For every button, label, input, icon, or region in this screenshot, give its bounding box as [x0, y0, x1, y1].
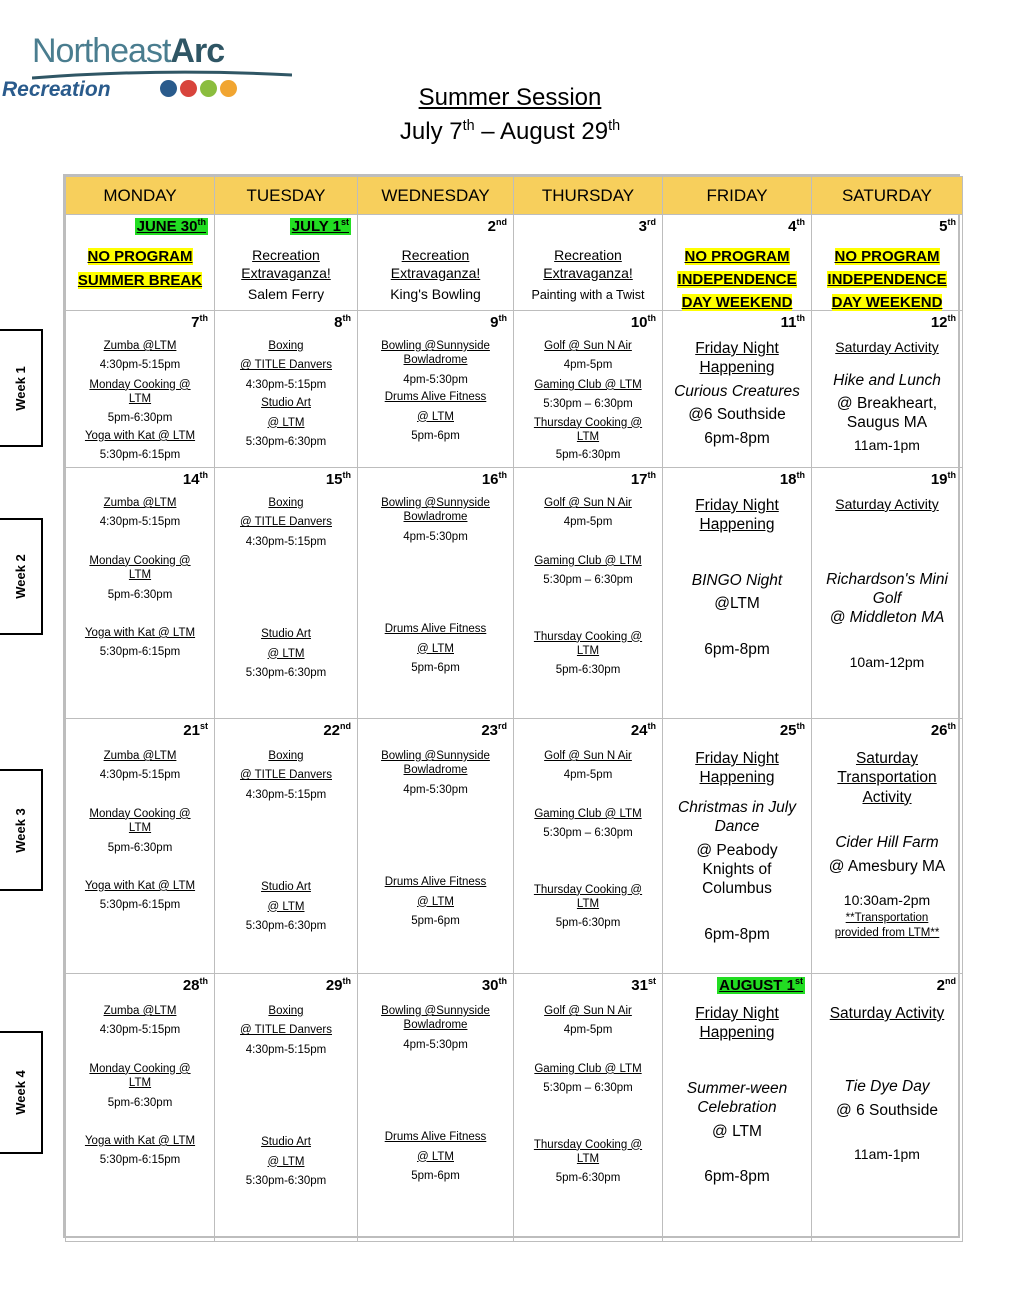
day-cell	[66, 974, 215, 1242]
day-number: 11th	[780, 313, 805, 331]
day-number: 21st	[183, 721, 208, 739]
event-time: 5pm-6pm	[411, 1169, 460, 1182]
day-cell	[812, 974, 963, 1242]
day-cell	[358, 215, 514, 311]
event-location: LTM	[576, 644, 600, 657]
day-cell	[812, 311, 963, 468]
event-title: Monday Cooking @	[89, 378, 191, 391]
transport-note: **Transportation	[845, 912, 929, 925]
event-title: Saturday Activity	[835, 339, 939, 355]
event-location: King's Bowling	[390, 286, 481, 302]
event-title: Studio Art	[261, 628, 311, 641]
event-title: LTM	[128, 569, 152, 582]
calendar	[63, 174, 960, 1238]
event-location: @ Amesbury MA	[828, 857, 946, 875]
day-number: 22nd	[323, 721, 351, 739]
day-number: 9th	[490, 313, 507, 331]
event-title: LTM	[128, 822, 152, 835]
day-cell	[215, 468, 358, 719]
day-cell	[514, 215, 663, 311]
event-time: 5:30pm-6:15pm	[99, 1154, 181, 1167]
event-description: Summer-ween	[686, 1079, 788, 1097]
date-range: July 7th – August 29th	[399, 118, 621, 145]
event-location: LTM	[576, 897, 600, 910]
event-time: 5:30pm-6:30pm	[245, 919, 327, 932]
event-location: Bowladrome	[403, 511, 468, 524]
event-time: 11am-1pm	[854, 1146, 920, 1163]
event-location: @ LTM	[416, 895, 454, 908]
event-title: Drums Alive Fitness	[384, 391, 487, 404]
event-title: Monday Cooking @	[89, 554, 191, 567]
day-cell	[66, 215, 215, 311]
day-cell	[358, 719, 514, 974]
event-location: @LTM	[714, 595, 760, 613]
event-time: 4pm-5pm	[563, 516, 613, 529]
day-cell	[663, 468, 812, 719]
day-number: 7th	[191, 313, 208, 331]
event-description: Hike and Lunch	[833, 371, 941, 389]
event-location: @ TITLE Danvers	[240, 769, 332, 782]
day-header-thursday: THURSDAY	[514, 177, 663, 215]
day-cell	[215, 719, 358, 974]
event-title: Bowling @Sunnyside	[381, 497, 490, 509]
calendar-header-row	[66, 177, 963, 215]
event-location: LTM	[576, 430, 600, 443]
event-time: 6pm-8pm	[704, 925, 770, 943]
event-title: Friday Night	[695, 497, 779, 514]
day-number: 18th	[779, 470, 805, 488]
event-time: 10am-12pm	[849, 653, 925, 670]
day-cell	[812, 719, 963, 974]
closure-note: DAY WEEKEND	[681, 294, 793, 311]
event-location: @6 Southside	[688, 406, 786, 424]
day-cell	[663, 974, 812, 1242]
event-title: Happening	[699, 359, 775, 377]
day-cell	[514, 719, 663, 974]
event-location: @ LTM	[267, 900, 305, 913]
day-number: 12th	[930, 313, 956, 331]
event-title: Extravaganza!	[390, 264, 481, 281]
event-time: 5pm-6:30pm	[107, 411, 173, 424]
day-cell	[514, 311, 663, 468]
day-number: 29th	[325, 976, 351, 994]
event-time: 6pm-8pm	[704, 429, 770, 447]
day-number: 16th	[481, 470, 507, 488]
event-title: Friday Night	[695, 1005, 779, 1022]
event-description: Richardson's Mini	[826, 570, 948, 588]
event-location: Bowladrome	[403, 1019, 468, 1032]
event-location: @ Breakheart,	[836, 394, 938, 412]
event-time: 11am-1pm	[854, 436, 920, 453]
day-number: 30th	[481, 976, 507, 994]
event-location: @ LTM	[267, 1155, 305, 1168]
event-location: Bowladrome	[403, 354, 468, 367]
day-number: 25th	[779, 721, 805, 739]
day-number: 8th	[334, 313, 351, 331]
event-description: Christmas in July	[678, 798, 796, 816]
day-cell	[663, 215, 812, 311]
day-number: 17th	[630, 470, 656, 488]
logo-wordmark: NortheastArc	[32, 32, 225, 70]
closure-note: DAY WEEKEND	[831, 294, 943, 311]
event-title: Saturday Activity	[835, 496, 939, 512]
event-location: Saugus MA	[846, 414, 928, 432]
closure-note: NO PROGRAM	[684, 248, 790, 265]
logo-recreation-label: Recreation	[2, 78, 111, 101]
event-location: @ TITLE Danvers	[240, 359, 332, 372]
day-cell	[66, 311, 215, 468]
day-number: 4th	[788, 217, 805, 235]
event-title: Thursday Cooking @	[533, 883, 643, 896]
event-time: 4:30pm-5:15pm	[99, 1024, 181, 1037]
event-time: 5pm-6:30pm	[555, 449, 621, 462]
event-location: Knights of	[702, 860, 772, 878]
event-time: 5pm-6:30pm	[555, 664, 621, 677]
event-title: LTM	[128, 393, 152, 406]
event-time: 5pm-6pm	[411, 914, 460, 927]
event-title: Saturday	[855, 750, 919, 767]
event-location: @ TITLE Danvers	[240, 1024, 332, 1037]
event-location: LTM	[576, 1152, 600, 1165]
event-time: 5pm-6pm	[411, 429, 460, 442]
event-title: Saturday Activity	[829, 1005, 945, 1022]
event-title: Drums Alive Fitness	[384, 876, 487, 889]
event-location: @ 6 Southside	[836, 1101, 938, 1119]
event-title: Yoga with Kat @ LTM	[84, 429, 196, 442]
event-time: 4:30pm-5:15pm	[99, 359, 181, 372]
page-title: Summer Session	[418, 84, 602, 111]
event-description: Cider Hill Farm	[835, 834, 939, 852]
calendar-row	[66, 719, 963, 974]
event-title: Yoga with Kat @ LTM	[84, 1134, 196, 1147]
day-cell	[663, 311, 812, 468]
event-time: 4pm-5:30pm	[403, 1038, 468, 1051]
event-location: @ LTM	[416, 1150, 454, 1163]
event-title: Recreation	[401, 247, 470, 263]
event-title: Boxing	[268, 750, 304, 762]
event-location: Columbus	[702, 880, 772, 898]
event-time: 4:30pm-5:15pm	[99, 769, 181, 782]
event-time: 4pm-5:30pm	[403, 783, 468, 796]
day-cell	[215, 311, 358, 468]
event-title: Golf @ Sun N Air	[544, 1005, 632, 1017]
event-location: @ Peabody	[696, 841, 778, 859]
event-time: 4:30pm-5:15pm	[99, 516, 181, 529]
day-number: 31st	[631, 976, 656, 994]
day-number: JULY 1st	[291, 217, 349, 235]
event-title: Extravaganza!	[241, 264, 331, 281]
day-cell	[812, 215, 963, 311]
event-time: 5pm-6:30pm	[555, 917, 621, 930]
event-time: 4:30pm-5:15pm	[245, 788, 327, 801]
event-title: Zumba @LTM	[103, 340, 177, 352]
day-number: 15th	[325, 470, 351, 488]
event-title: Bowling @Sunnyside	[381, 340, 490, 352]
event-time: 6pm-8pm	[704, 640, 770, 658]
event-title: Boxing	[268, 497, 304, 509]
day-header-monday: MONDAY	[66, 177, 215, 215]
calendar-row	[66, 215, 963, 311]
closure-note: INDEPENDENCE	[827, 271, 947, 288]
event-title: Recreation	[554, 247, 622, 263]
closure-note: NO PROGRAM	[834, 248, 940, 265]
event-title: Happening	[699, 516, 775, 534]
day-number: AUGUST 1st	[719, 976, 803, 994]
day-header-saturday: SATURDAY	[812, 177, 963, 215]
event-title: Monday Cooking @	[89, 1062, 191, 1075]
day-number: 24th	[630, 721, 656, 739]
event-location: @ LTM	[712, 1122, 762, 1140]
event-time: 4pm-5pm	[563, 359, 613, 372]
event-description: Dance	[714, 818, 760, 836]
week-label: Week 4	[0, 1031, 43, 1154]
day-header-wednesday: WEDNESDAY	[358, 177, 514, 215]
event-time: 5:30pm – 6:30pm	[543, 1082, 633, 1095]
day-number: 2nd	[487, 217, 507, 235]
event-location: @ TITLE Danvers	[240, 516, 332, 529]
event-time: 5:30pm – 6:30pm	[543, 574, 633, 587]
week-label: Week 2	[0, 518, 43, 635]
event-title: Yoga with Kat @ LTM	[84, 879, 196, 892]
day-cell	[514, 468, 663, 719]
event-location: @ Middleton MA	[829, 609, 945, 627]
event-title: Gaming Club @ LTM	[534, 554, 642, 567]
event-time: 4:30pm-5:15pm	[245, 378, 327, 391]
event-time: 5pm-6:30pm	[107, 1096, 173, 1109]
event-title: Golf @ Sun N Air	[544, 750, 632, 762]
event-time: 5:30pm – 6:30pm	[543, 827, 633, 840]
day-number: 26th	[930, 721, 956, 739]
event-title: Drums Alive Fitness	[384, 623, 487, 636]
event-description: Celebration	[697, 1099, 777, 1117]
event-title: Activity	[862, 788, 912, 806]
event-title: Extravaganza!	[543, 264, 633, 281]
day-header-friday: FRIDAY	[663, 177, 812, 215]
calendar-row	[66, 974, 963, 1242]
event-title: Yoga with Kat @ LTM	[84, 626, 196, 639]
event-time: 4pm-5:30pm	[403, 373, 468, 386]
event-location: Salem Ferry	[247, 286, 325, 302]
day-cell	[358, 974, 514, 1242]
event-title: Friday Night	[695, 340, 779, 357]
closure-note: NO PROGRAM	[87, 248, 193, 265]
event-title: Gaming Club @ LTM	[534, 1062, 642, 1075]
event-time: 4:30pm-5:15pm	[245, 1043, 327, 1056]
event-location: Painting with a Twist	[531, 288, 645, 302]
event-title: Recreation	[252, 247, 320, 263]
event-title: Golf @ Sun N Air	[544, 497, 632, 509]
day-cell	[514, 974, 663, 1242]
event-time: 5:30pm-6:15pm	[99, 646, 181, 659]
day-header-tuesday: TUESDAY	[215, 177, 358, 215]
day-cell	[358, 311, 514, 468]
event-time: 5pm-6:30pm	[555, 1172, 621, 1185]
day-number: 2nd	[936, 976, 956, 994]
event-title: Studio Art	[261, 881, 311, 894]
day-number: 23rd	[481, 721, 507, 739]
event-title: Studio Art	[261, 1136, 311, 1149]
event-description: Tie Dye Day	[844, 1078, 930, 1096]
week-label: Week 3	[0, 769, 43, 891]
event-time: 5:30pm – 6:30pm	[543, 398, 633, 411]
transport-note: provided from LTM**	[834, 926, 940, 939]
day-number: 19th	[930, 470, 956, 488]
event-time: 5pm-6:30pm	[107, 841, 173, 854]
event-time: 4pm-5pm	[563, 769, 613, 782]
calendar-row	[66, 311, 963, 468]
day-cell	[66, 719, 215, 974]
day-cell	[215, 974, 358, 1242]
event-title: Zumba @LTM	[103, 1005, 177, 1017]
event-title: Boxing	[268, 340, 304, 352]
event-title: LTM	[128, 1077, 152, 1090]
event-description: BINGO Night	[691, 571, 783, 589]
day-number: JUNE 30th	[136, 217, 206, 235]
event-description: Golf	[872, 589, 902, 607]
event-title: Gaming Club @ LTM	[534, 807, 642, 820]
event-time: 5:30pm-6:15pm	[99, 899, 181, 912]
day-cell	[812, 468, 963, 719]
event-time: 4:30pm-5:15pm	[245, 535, 327, 548]
closure-note: INDEPENDENCE	[677, 271, 797, 288]
event-time: 5:30pm-6:30pm	[245, 666, 327, 679]
event-title: Studio Art	[261, 397, 311, 410]
event-title: Golf @ Sun N Air	[544, 340, 632, 352]
day-number: 10th	[630, 313, 656, 331]
day-cell	[663, 719, 812, 974]
event-time: 10:30am-2pm	[843, 891, 931, 908]
event-location: @ LTM	[267, 647, 305, 660]
event-title: Thursday Cooking @	[533, 630, 643, 643]
closure-note: SUMMER BREAK	[77, 272, 203, 289]
event-time: 6pm-8pm	[704, 1167, 770, 1185]
event-time: 5pm-6:30pm	[107, 588, 173, 601]
event-title: Drums Alive Fitness	[384, 1131, 487, 1144]
event-time: 4pm-5pm	[563, 1024, 613, 1037]
event-title: Bowling @Sunnyside	[381, 750, 490, 762]
event-time: 5:30pm-6:30pm	[245, 435, 327, 448]
event-location: @ LTM	[416, 642, 454, 655]
day-cell	[215, 215, 358, 311]
event-description: Curious Creatures	[674, 382, 800, 400]
event-title: Friday Night	[695, 750, 779, 767]
event-title: Bowling @Sunnyside	[381, 1005, 490, 1017]
day-number: 5th	[939, 217, 956, 235]
day-number: 3rd	[638, 217, 656, 235]
event-time: 5:30pm-6:15pm	[99, 449, 181, 462]
event-location: Bowladrome	[403, 764, 468, 777]
event-time: 5pm-6pm	[411, 661, 460, 674]
week-label: Week 1	[0, 329, 43, 447]
event-title: Happening	[699, 769, 775, 787]
event-time: 4pm-5:30pm	[403, 530, 468, 543]
event-location: @ LTM	[267, 416, 305, 429]
event-title: Thursday Cooking @	[533, 416, 643, 429]
event-title: Zumba @LTM	[103, 497, 177, 509]
event-location: @ LTM	[416, 410, 454, 423]
day-number: 14th	[182, 470, 208, 488]
calendar-row	[66, 468, 963, 719]
event-title: Gaming Club @ LTM	[534, 378, 642, 391]
event-title: Transportation	[837, 769, 937, 787]
event-title: Monday Cooking @	[89, 807, 191, 820]
event-title: Boxing	[268, 1005, 304, 1017]
day-number: 28th	[182, 976, 208, 994]
event-title: Zumba @LTM	[103, 750, 177, 762]
event-title: Happening	[699, 1024, 775, 1042]
event-title: Thursday Cooking @	[533, 1138, 643, 1151]
day-cell	[66, 468, 215, 719]
day-cell	[358, 468, 514, 719]
event-time: 5:30pm-6:30pm	[245, 1174, 327, 1187]
